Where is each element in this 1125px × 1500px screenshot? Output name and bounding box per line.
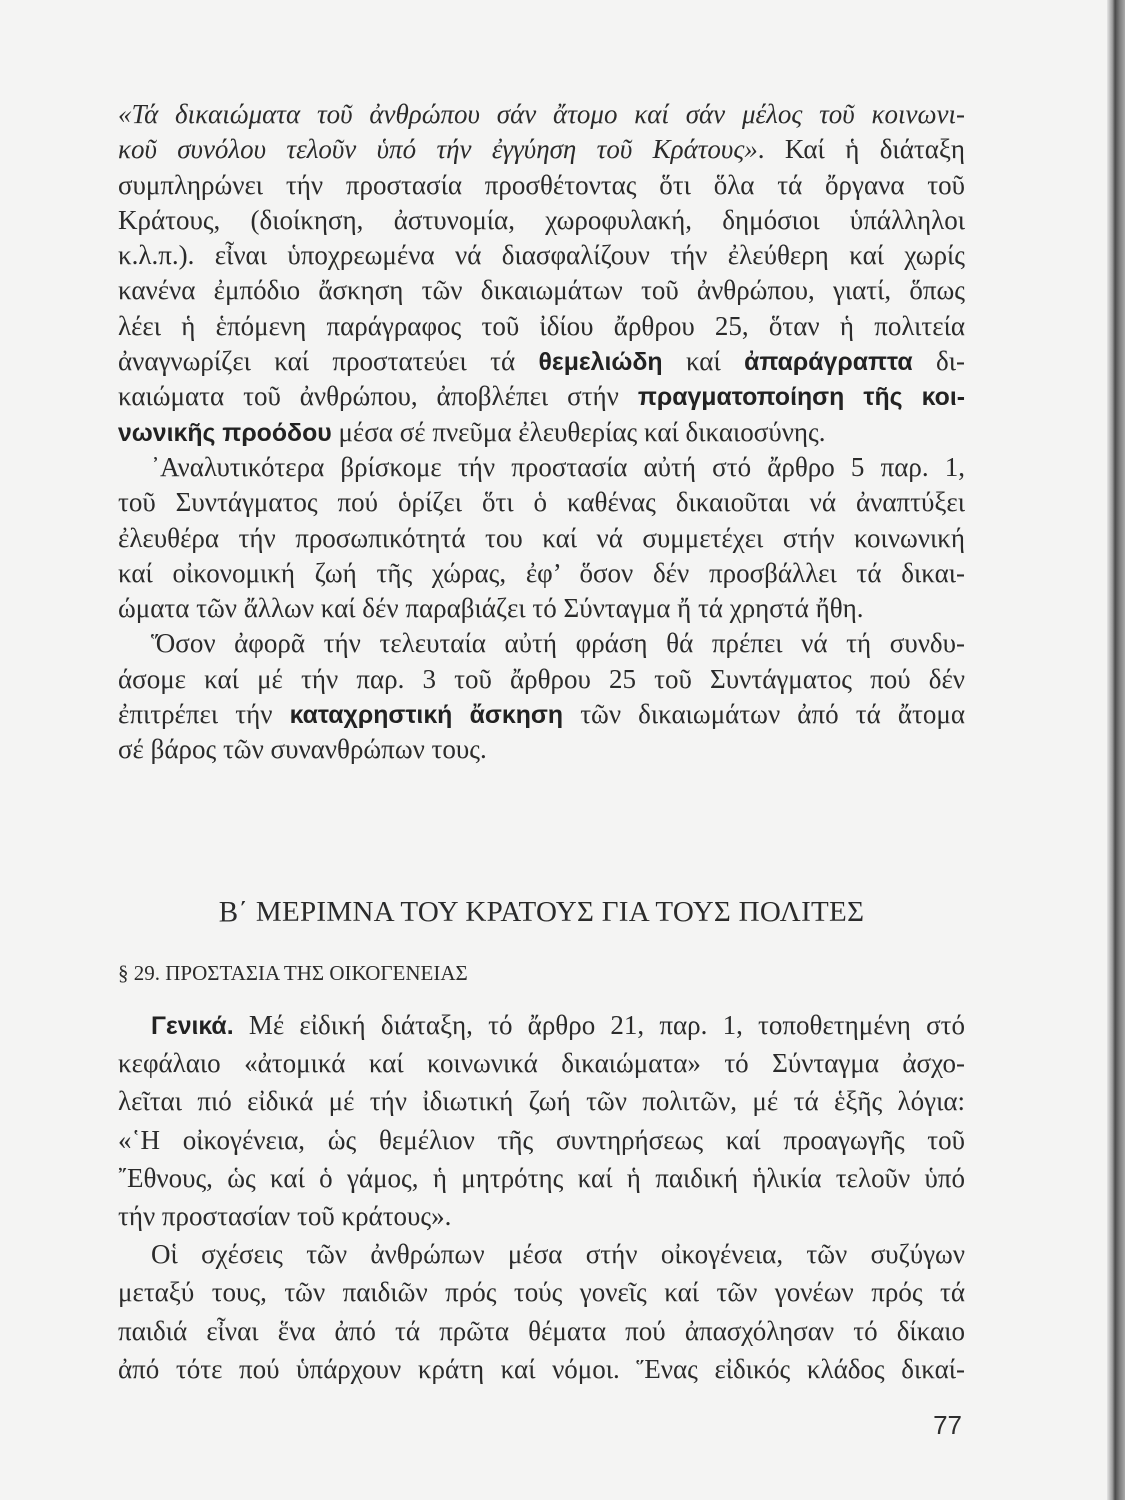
text-line	[118, 450, 965, 485]
bold-text: ἀπαράγραπτα	[744, 349, 913, 377]
text-line	[118, 238, 965, 273]
text-run: ἐπιτρέπει τήν	[118, 699, 290, 730]
text-line	[118, 591, 965, 626]
bold-text: καταχρηστική ἄσκηση	[289, 702, 564, 730]
text-run: καί	[662, 346, 745, 377]
section-heading: Β΄ ΜΕΡΙΜΝΑ ΤΟΥ ΚΡΑΤΟΥΣ ΓΙΑ ΤΟΥΣ ΠΟΛΙΤΕΣ	[218, 896, 865, 928]
text-line	[118, 379, 965, 414]
text-run: «῾Η οἰκογένεια, ὡς θεμέλιον τῆς συντηρήσεως καί προαγωγῆς τοῦ	[118, 1124, 965, 1155]
text-line	[118, 732, 965, 767]
text-run: τοῦ Συντάγματος πού ὁρίζει ὅτι ὁ καθένας δικαιοῦται νά ἀναπτύξει	[118, 487, 965, 518]
text-line	[118, 556, 965, 591]
bold-text: θεμελιώδη	[538, 349, 663, 377]
text-run: δι-	[912, 346, 965, 377]
italic-text: «Τά δικαιώματα τοῦ ἀνθρώπου σάν ἄτομο καί σάν μέλος τοῦ κοινωνι-	[118, 99, 965, 129]
text-run: ᾿Αναλυτικότερα βρίσκομε τήν προστασία αὐτή στό ἄρθρο 5 παρ. 1,	[151, 451, 965, 482]
text-run: μεταξύ τους, τῶν παιδιῶν πρός τούς γονεῖς καί τῶν γονέων πρός τά	[118, 1277, 965, 1308]
text-line	[118, 1235, 965, 1273]
text-run: Οἱ σχέσεις τῶν ἀνθρώπων μέσα στήν οἰκογένεια, τῶν συζύγων	[151, 1239, 965, 1270]
text-line	[118, 273, 965, 308]
text-line	[118, 1006, 965, 1044]
text-run: λέει ἡ ἑπόμενη παράγραφος τοῦ ἰδίου ἄρθρου 25, ὅταν ἡ πολιτεία	[118, 310, 965, 341]
text-line	[118, 415, 965, 450]
italic-text: κοῦ συνόλου τελοῦν ὑπό τήν ἐγγύηση τοῦ Κράτους»	[118, 134, 758, 165]
text-run: Ὅσον ἀφορᾶ τήν τελευταία αὐτή φράση θά πρέπει νά τή συνδυ-	[151, 628, 965, 659]
text-line	[118, 662, 965, 697]
text-line	[118, 1121, 965, 1159]
body-text-top	[118, 97, 965, 768]
text-line	[118, 1197, 965, 1235]
text-run: συμπληρώνει τήν προστασία προσθέτοντας ὅτι ὅλα τά ὄργανα τοῦ	[118, 169, 965, 200]
text-line	[118, 1350, 965, 1388]
text-run: . Καί ἡ διάταξη	[757, 134, 965, 165]
text-run: άσομε καί μέ τήν παρ. 3 τοῦ ἄρθρου 25 τοῦ Συντάγματος πού δέν	[118, 663, 965, 694]
text-line	[118, 1044, 965, 1082]
text-run: μέσα σέ πνεῦμα ἐλευθερίας καί δικαιοσύνης.	[331, 416, 826, 447]
scan-edge-shadow	[1107, 0, 1125, 1500]
text-line	[118, 309, 965, 344]
bold-text: Γενικά.	[151, 1013, 234, 1040]
text-run: κανένα ἐμπόδιο ἄσκηση τῶν δικαιωμάτων τοῦ ἀνθρώπου, γιατί, ὅπως	[118, 275, 965, 306]
text-run: ώματα τῶν ἄλλων καί δέν παραβιάζει τό Σύνταγμα ἤ τά χρηστά ἤθη.	[118, 593, 864, 624]
text-run: καί οἰκονομική ζωή τῆς χώρας, ἐφ’ ὅσον δέν προσβάλλει τά δικαι-	[118, 557, 965, 588]
bold-text: νωνικῆς προόδου	[118, 419, 332, 447]
text-run: ῎Εθνους, ὡς καί ὁ γάμος, ἡ μητρότης καί ἡ παιδική ἡλικία τελοῦν ὑπό	[118, 1162, 965, 1193]
text-run: τῶν δικαιωμάτων ἀπό τά ἄτομα	[563, 699, 965, 730]
text-run: παιδιά εἶναι ἕνα ἀπό τά πρῶτα θέματα πού ἀπασχόλησαν τό δίκαιο	[118, 1315, 965, 1346]
body-text-bottom	[118, 1006, 965, 1388]
bold-text: πραγματοποίηση τῆς κοι-	[637, 384, 965, 412]
text-line	[118, 1273, 965, 1311]
page-number: 77	[933, 1410, 962, 1440]
text-line	[118, 697, 965, 732]
text-line	[118, 521, 965, 556]
text-run: Μέ εἰδική διάταξη, τό ἄρθρο 21, παρ. 1, τοποθετημένη στό	[233, 1010, 965, 1040]
text-run: τήν προστασίαν τοῦ κράτους».	[118, 1200, 452, 1231]
text-line	[118, 344, 965, 379]
text-line	[118, 1082, 965, 1120]
text-run: Κράτους, (διοίκηση, ἀστυνομία, χωροφυλακή, δημόσιοι ὑπάλληλοι	[118, 204, 965, 235]
text-run: ἀπό τότε πού ὑπάρχουν κράτη καί νόμοι. Ἕνας εἰδικός κλάδος δικαί-	[118, 1353, 965, 1384]
text-run: λεῖται πιό εἰδικά μέ τήν ἰδιωτική ζωή τῶν πολιτῶν, μέ τά ἑξῆς λόγια:	[118, 1086, 965, 1117]
text-line	[118, 132, 965, 167]
text-run: καιώματα τοῦ ἀνθρώπου, ἀποβλέπει στήν	[118, 381, 638, 412]
text-line	[118, 485, 965, 520]
text-line	[118, 203, 965, 238]
text-run: ἀναγνωρίζει καί προστατεύει τά	[118, 346, 539, 377]
text-run: ἐλευθέρα τήν προσωπικότητά του καί νά συμμετέχει στήν κοινωνική	[118, 522, 965, 553]
text-run: κεφάλαιο «ἀτομικά καί κοινωνικά δικαιώματα» τό Σύνταγμα ἀσχο-	[118, 1048, 965, 1079]
text-line	[118, 97, 965, 132]
text-line	[118, 1312, 965, 1350]
text-run: σέ βάρος τῶν συνανθρώπων τους.	[118, 734, 487, 765]
text-run: κ.λ.π.). εἶναι ὑποχρεωμένα νά διασφαλίζουν τήν ἐλεύθερη καί χωρίς	[118, 240, 965, 271]
subsection-heading: § 29. ΠΡΟΣΤΑΣΙΑ ΤΗΣ ΟΙΚΟΓΕΝΕΙΑΣ	[118, 961, 468, 985]
text-line	[118, 168, 965, 203]
text-line	[118, 1159, 965, 1197]
text-line	[118, 626, 965, 661]
